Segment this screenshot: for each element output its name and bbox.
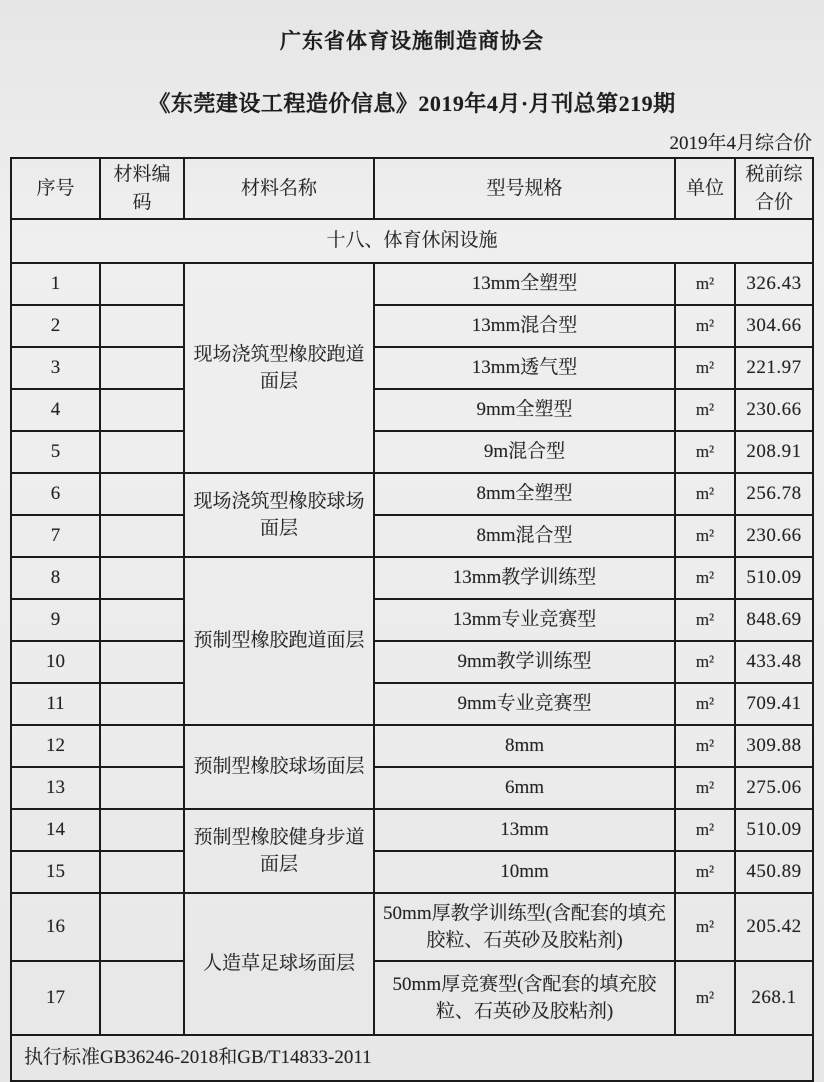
table-row [11, 557, 813, 599]
price-period-label: 2019年4月综合价 [669, 133, 812, 154]
row-unit: m² [675, 389, 735, 431]
col-header-material-code: 材料编码 [100, 158, 184, 219]
row-unit: m² [675, 851, 735, 893]
row-no: 15 [11, 851, 100, 893]
row-spec: 13mm透气型 [374, 347, 675, 389]
row-unit: m² [675, 557, 735, 599]
row-code [100, 431, 184, 473]
row-price: 221.97 [735, 347, 813, 389]
row-price: 510.09 [735, 809, 813, 851]
row-no: 6 [11, 473, 100, 515]
row-spec: 13mm [374, 809, 675, 851]
row-spec: 50mm厚竞赛型(含配套的填充胶粒、石英砂及胶粘剂) [374, 961, 675, 1035]
row-code [100, 305, 184, 347]
row-spec: 8mm混合型 [374, 515, 675, 557]
table-row [11, 431, 813, 473]
material-name: 预制型橡胶球场面层 [184, 725, 374, 809]
row-no: 13 [11, 767, 100, 809]
standards-note: 执行标准GB36246-2018和GB/T14833-2011 [11, 1035, 813, 1081]
row-code [100, 961, 184, 1035]
row-price: 326.43 [735, 263, 813, 305]
table-row [11, 347, 813, 389]
row-price: 709.41 [735, 683, 813, 725]
row-unit: m² [675, 431, 735, 473]
row-price: 848.69 [735, 599, 813, 641]
row-no: 8 [11, 557, 100, 599]
price-table [10, 157, 814, 1082]
material-name: 人造草足球场面层 [184, 893, 374, 1035]
material-name: 预制型橡胶健身步道面层 [184, 809, 374, 893]
row-no: 4 [11, 389, 100, 431]
col-header-no: 序号 [11, 158, 100, 219]
row-price: 309.88 [735, 725, 813, 767]
row-spec: 9m混合型 [374, 431, 675, 473]
row-no: 5 [11, 431, 100, 473]
row-price: 256.78 [735, 473, 813, 515]
row-code [100, 473, 184, 515]
table-row [11, 725, 813, 767]
row-code [100, 515, 184, 557]
col-header-unit: 单位 [675, 158, 735, 219]
table-header-row [11, 158, 813, 219]
row-spec: 6mm [374, 767, 675, 809]
row-spec: 13mm专业竞赛型 [374, 599, 675, 641]
row-code [100, 347, 184, 389]
table-row [11, 641, 813, 683]
row-code [100, 641, 184, 683]
row-no: 11 [11, 683, 100, 725]
material-name: 现场浇筑型橡胶跑道面层 [184, 263, 374, 473]
row-price: 450.89 [735, 851, 813, 893]
table-row [11, 473, 813, 515]
row-unit: m² [675, 683, 735, 725]
row-price: 205.42 [735, 893, 813, 961]
section-title: 十八、体育休闲设施 [11, 219, 813, 263]
row-no: 3 [11, 347, 100, 389]
row-unit: m² [675, 473, 735, 515]
row-unit: m² [675, 641, 735, 683]
table-row [11, 515, 813, 557]
row-no: 14 [11, 809, 100, 851]
org-title: 广东省体育设施制造商协会 [280, 29, 544, 53]
row-unit: m² [675, 809, 735, 851]
row-spec: 13mm混合型 [374, 305, 675, 347]
table-row [11, 767, 813, 809]
row-price: 304.66 [735, 305, 813, 347]
table-footer-row [11, 1035, 813, 1081]
row-code [100, 389, 184, 431]
row-code [100, 893, 184, 961]
row-unit: m² [675, 961, 735, 1035]
row-spec: 50mm厚教学训练型(含配套的填充胶粒、石英砂及胶粘剂) [374, 893, 675, 961]
row-code [100, 683, 184, 725]
table-row [11, 809, 813, 851]
row-no: 7 [11, 515, 100, 557]
table-row [11, 305, 813, 347]
row-unit: m² [675, 599, 735, 641]
row-spec: 13mm教学训练型 [374, 557, 675, 599]
row-unit: m² [675, 767, 735, 809]
section-row [11, 219, 813, 263]
table-row [11, 683, 813, 725]
table-row [11, 599, 813, 641]
row-spec: 10mm [374, 851, 675, 893]
row-no: 12 [11, 725, 100, 767]
row-price: 230.66 [735, 389, 813, 431]
row-code [100, 599, 184, 641]
row-spec: 9mm教学训练型 [374, 641, 675, 683]
row-unit: m² [675, 263, 735, 305]
row-unit: m² [675, 305, 735, 347]
row-unit: m² [675, 515, 735, 557]
row-spec: 8mm全塑型 [374, 473, 675, 515]
row-code [100, 263, 184, 305]
row-price: 433.48 [735, 641, 813, 683]
row-price: 510.09 [735, 557, 813, 599]
row-unit: m² [675, 893, 735, 961]
row-no: 10 [11, 641, 100, 683]
row-price: 208.91 [735, 431, 813, 473]
col-header-material-name: 材料名称 [184, 158, 374, 219]
row-price: 230.66 [735, 515, 813, 557]
row-spec: 8mm [374, 725, 675, 767]
row-code [100, 809, 184, 851]
row-unit: m² [675, 725, 735, 767]
row-spec: 9mm专业竞赛型 [374, 683, 675, 725]
row-price: 268.1 [735, 961, 813, 1035]
row-no: 9 [11, 599, 100, 641]
row-no: 2 [11, 305, 100, 347]
col-header-spec: 型号规格 [374, 158, 675, 219]
table-row [11, 961, 813, 1035]
table-row [11, 893, 813, 961]
row-unit: m² [675, 347, 735, 389]
table-row [11, 389, 813, 431]
row-price: 275.06 [735, 767, 813, 809]
row-spec: 13mm全塑型 [374, 263, 675, 305]
row-no: 17 [11, 961, 100, 1035]
material-name: 预制型橡胶跑道面层 [184, 557, 374, 725]
table-row [11, 263, 813, 305]
row-code [100, 767, 184, 809]
row-spec: 9mm全塑型 [374, 389, 675, 431]
table-row [11, 851, 813, 893]
row-code [100, 851, 184, 893]
material-name: 现场浇筑型橡胶球场面层 [184, 473, 374, 557]
doc-title: 《东莞建设工程造价信息》2019年4月·月刊总第219期 [148, 91, 676, 116]
row-no: 1 [11, 263, 100, 305]
row-code [100, 725, 184, 767]
row-no: 16 [11, 893, 100, 961]
col-header-pretax-price: 税前综合价 [735, 158, 813, 219]
row-code [100, 557, 184, 599]
